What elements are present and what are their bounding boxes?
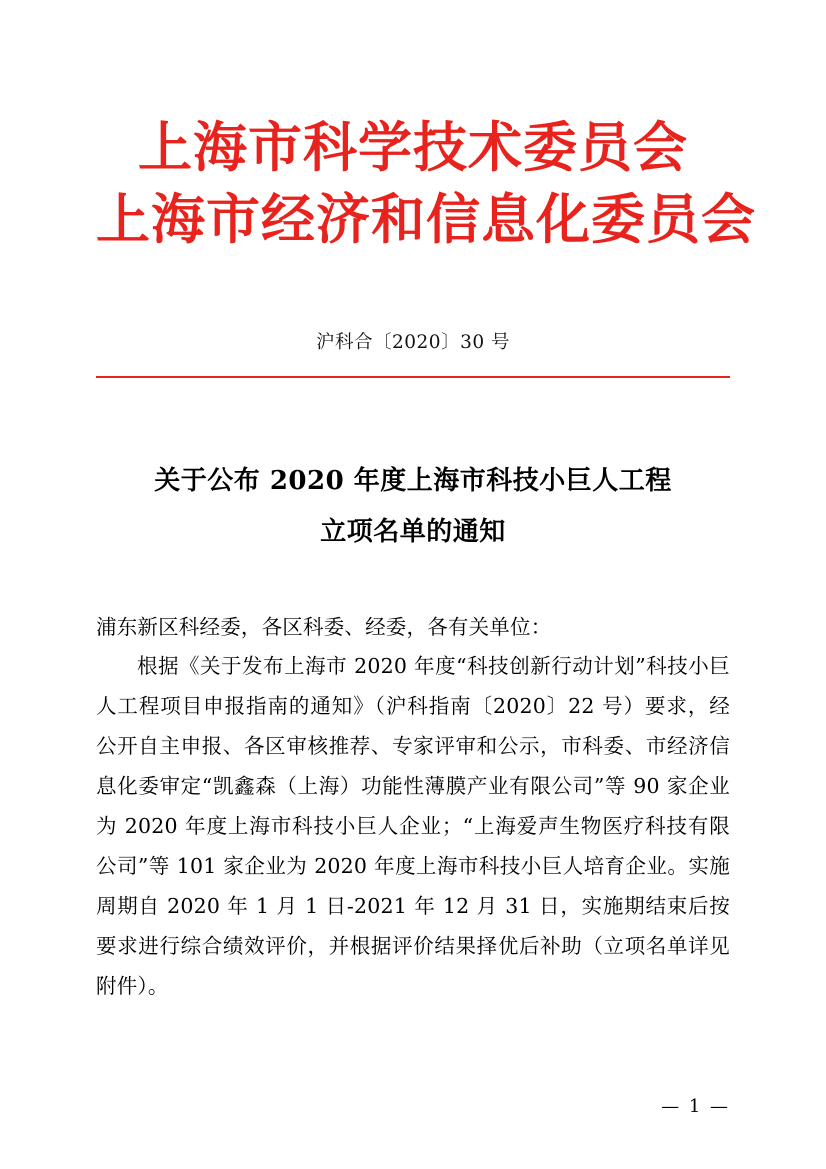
body-paragraph-1: 根据《关于发布上海市 2020 年度“科技创新行动计划”科技小巨人工程项目申报指南的通知》（沪科指南〔2020〕22 号）要求，经公开自主申报、各区审核推荐、专家评审和公示，市科委、市经济信息化委审定“凯鑫森（上海）功能性薄膜产业有限公司”等 90 家企业为 2020 年度上海市科技小巨人企业；“上海爱声生物医疗科技有限公司”等 101 家企业为 2020 年度上海市科技小巨人培育企业。实施周期自 2020 年 1 月 1 日-2021 年 12 月 31 日，实施期结束后按要求进行综合绩效评价，并根据评价结果择优后补助（立项名单详见附件）。 [96,654,730,999]
masthead-line-2: 上海市经济和信息化委员会 [96,186,756,251]
document-title [96,456,730,557]
masthead-line-1: 上海市科学技术委员会 [138,115,688,179]
title-line-1: 关于公布 2020 年度上海市科技小巨人工程 [154,466,672,497]
document-body [96,608,730,1008]
red-divider-rule [96,376,730,379]
masthead [96,0,756,256]
title-line-2: 立项名单的通知 [320,516,506,547]
page-number: — 1 — [661,1096,730,1117]
document-number-block [96,328,730,354]
addressee-line: 浦东新区科经委，各区科委、经委，各有关单位： [96,614,552,639]
document-number: 沪科合〔2020〕30 号 [315,331,510,353]
